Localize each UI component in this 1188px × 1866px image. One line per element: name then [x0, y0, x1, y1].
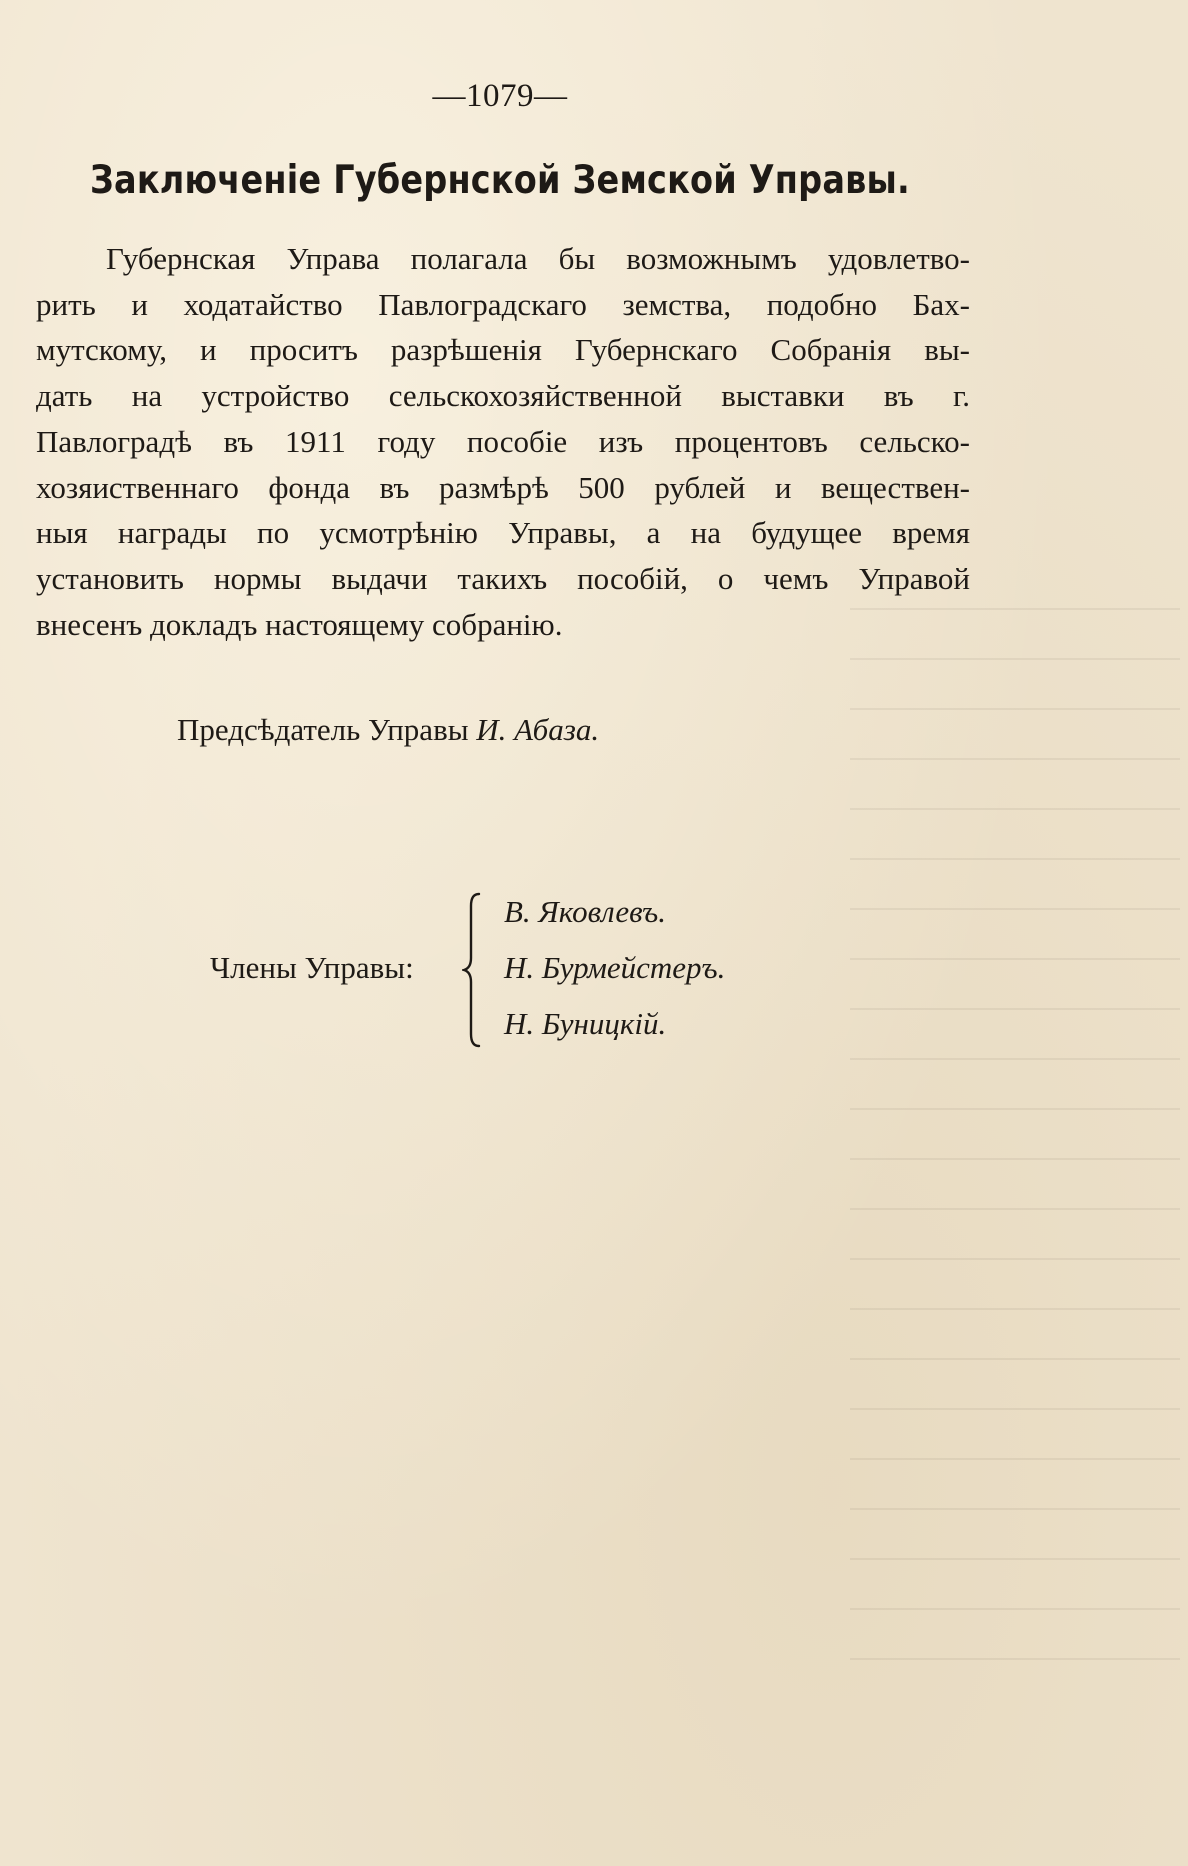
paragraph-line: хозяиственнаго фонда въ размѣрѣ 500 рублей и веществен- [36, 469, 970, 505]
paragraph-line: внесенъ докладъ настоящему собранію. [36, 606, 563, 642]
paragraph-line: установить нормы выдачи такихъ пособій, о чемъ Управой [36, 560, 970, 596]
curly-brace [462, 892, 484, 1048]
member-name: Н. Бурмейстеръ. [504, 950, 726, 985]
member-name: Н. Буницкій. [504, 1006, 667, 1041]
paragraph-line: Павлоградѣ въ 1911 году пособіе изъ процентовъ сельско- [36, 423, 970, 459]
chairman-signature-line [177, 712, 599, 748]
show-through-texture [850, 560, 1180, 1660]
body-paragraph [36, 236, 970, 647]
chairman-label: Предсѣдатель Управы [177, 712, 469, 747]
members-label: Члены Управы: [210, 950, 414, 985]
member-name: В. Яковлевъ. [504, 894, 667, 929]
paragraph-line: дать на устройство сельскохозяйственной выставки въ г. [36, 378, 970, 414]
paragraph-line: мутскому, и проситъ разрѣшенія Губернскаго Собранія вы- [36, 332, 970, 368]
paragraph-line: Губернская Управа полагала бы возможнымъ удовлетво- [106, 241, 970, 276]
paragraph-line: рить и ходатайство Павлоградскаго земства, подобно Бах- [36, 286, 970, 322]
page-number: —1079— [432, 78, 568, 114]
chairman-signature: И. Абаза. [476, 712, 600, 747]
paragraph-line: ныя награды по усмотрѣнію Управы, а на будущее время [36, 515, 970, 551]
section-heading: Заключеніе Губернской Земской Управы. [90, 158, 910, 203]
